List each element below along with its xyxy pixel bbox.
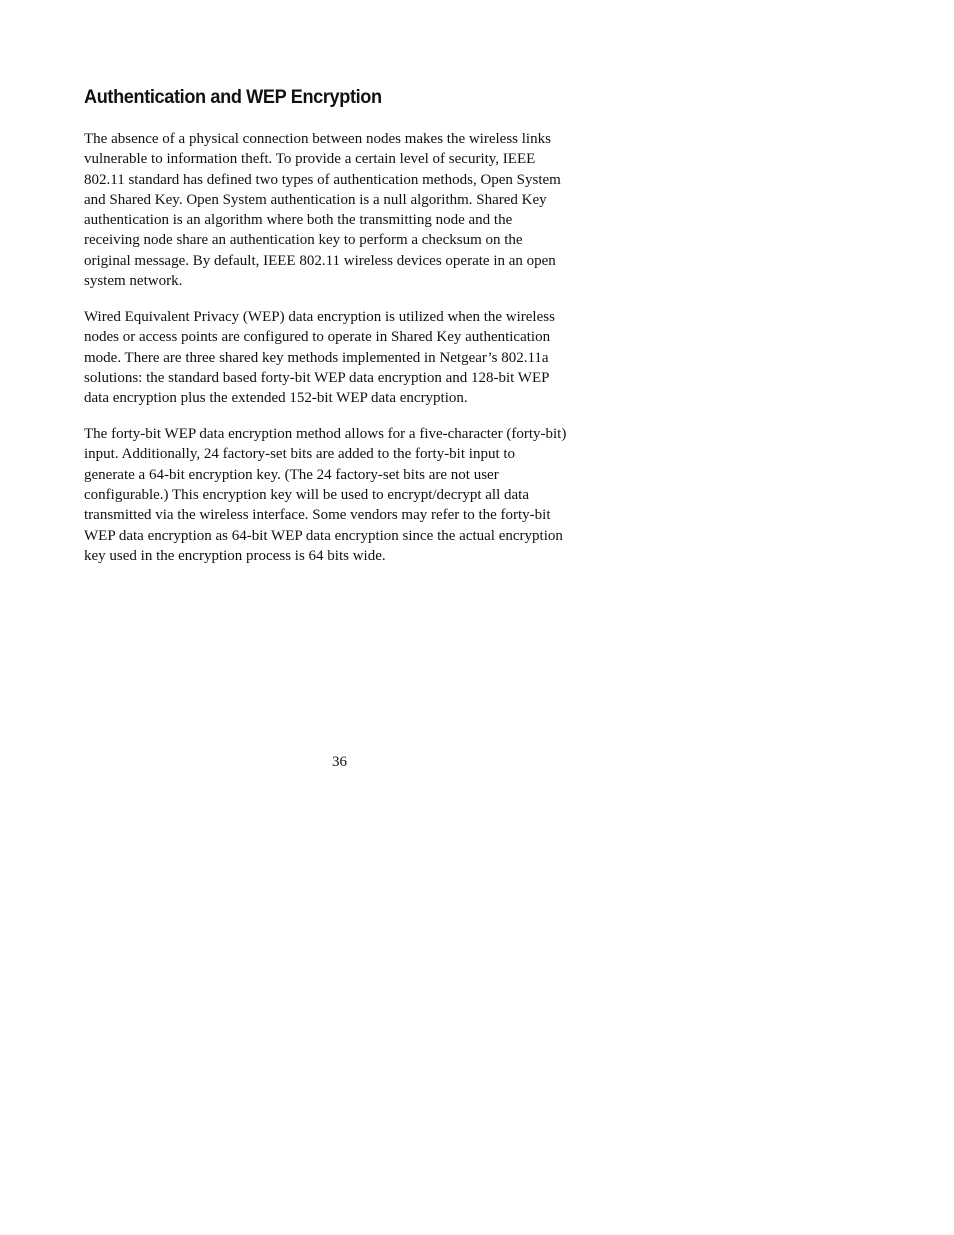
text-line: system network. <box>84 273 183 290</box>
text-line: nodes or access points are configured to operate in Shared Key authentication <box>84 329 551 346</box>
text-line: generate a 64-bit encryption key. (The 24 factory-set bits are not user <box>84 466 499 483</box>
text-line: transmitted via the wireless interface. Some vendors may refer to the forty-bit <box>84 507 551 524</box>
text-line: solutions: the standard based forty-bit WEP data encryption and 128-bit WEP <box>84 369 550 386</box>
text-line: input. Additionally, 24 factory-set bits are added to the forty-bit input to <box>84 446 516 463</box>
text-line: receiving node share an authentication key to perform a checksum on the <box>84 232 523 249</box>
text-line: 802.11 standard has defined two types of authentication methods, Open System <box>84 171 561 188</box>
text-line: WEP data encryption as 64-bit WEP data encryption since the actual encryption <box>84 527 563 544</box>
text-line: vulnerable to information theft. To provide a certain level of security, IEEE <box>84 151 536 168</box>
body-text <box>84 129 594 582</box>
paragraph-forty-bit-wep <box>84 424 594 566</box>
section-heading: Authentication and WEP Encryption <box>84 86 382 108</box>
text-line: and Shared Key. Open System authentication is a null algorithm. Shared Key <box>84 191 547 208</box>
text-line: The absence of a physical connection between nodes makes the wireless links <box>84 131 551 147</box>
text-line: data encryption plus the extended 152-bit WEP data encryption. <box>84 390 468 407</box>
text-line: mode. There are three shared key methods implemented in Netgear’s 802.11a <box>84 349 549 366</box>
page-number: 36 <box>332 754 347 770</box>
paragraph-wep-overview <box>84 307 594 408</box>
text-line: authentication is an algorithm where both the transmitting node and the <box>84 212 513 229</box>
paragraph-authentication <box>84 129 594 291</box>
text-line: The forty-bit WEP data encryption method allows for a five-character (forty-bit) <box>84 426 567 443</box>
text-line: configurable.) This encryption key will be used to encrypt/decrypt all data <box>84 486 529 503</box>
text-line: key used in the encryption process is 64 bits wide. <box>84 547 386 564</box>
text-line: original message. By default, IEEE 802.11 wireless devices operate in an open <box>84 252 556 269</box>
text-line: Wired Equivalent Privacy (WEP) data encryption is utilized when the wireless <box>84 308 555 325</box>
